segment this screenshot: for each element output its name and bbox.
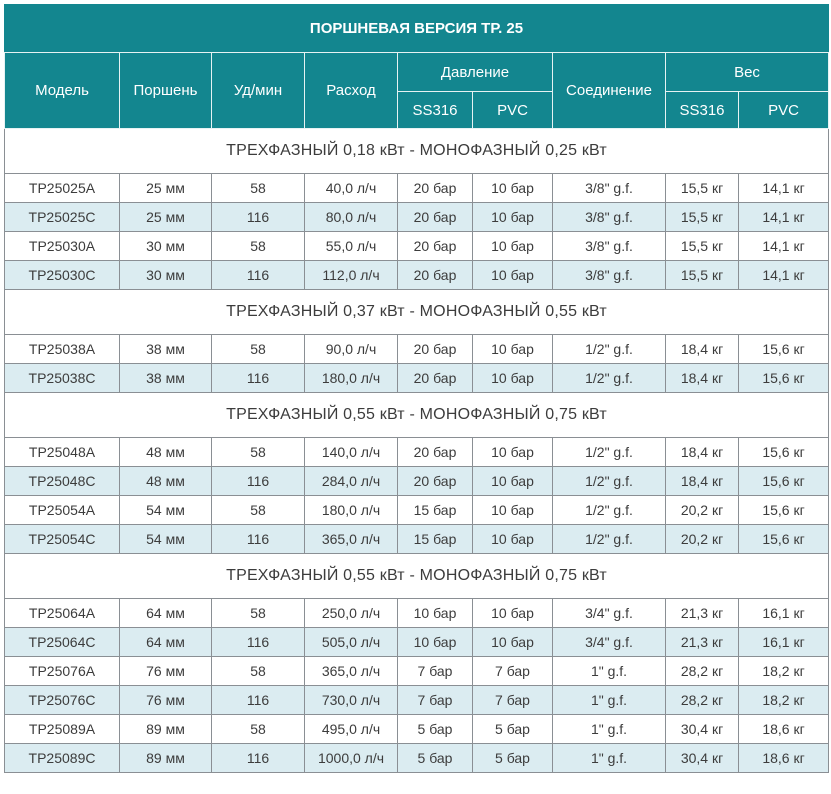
section-row [5,290,829,335]
table-row [5,438,829,467]
cell-pressure-pvc: 10 бар [473,496,553,525]
cell-piston: 76 мм [120,657,212,686]
cell-flow: 1000,0 л/ч [305,744,398,773]
cell-model: TP25054C [5,525,120,554]
cell-pressure-pvc: 10 бар [473,599,553,628]
table-title: ПОРШНЕВАЯ ВЕРСИЯ ТР. 25 [5,5,829,53]
cell-connection: 3/4" g.f. [553,628,666,657]
cell-connection: 1/2" g.f. [553,364,666,393]
cell-connection: 3/4" g.f. [553,599,666,628]
cell-weight-ss316: 28,2 кг [666,657,739,686]
cell-connection: 1" g.f. [553,657,666,686]
cell-pressure-ss316: 7 бар [398,686,473,715]
cell-pressure-pvc: 10 бар [473,335,553,364]
table-row [5,525,829,554]
col-header-weight-ss316: SS316 [666,92,739,129]
cell-strokes: 58 [212,335,305,364]
cell-weight-pvc: 14,1 кг [739,232,829,261]
table-row [5,715,829,744]
cell-model: TP25038A [5,335,120,364]
col-header-model: Модель [5,53,120,129]
cell-model: TP25025A [5,174,120,203]
cell-pressure-pvc: 5 бар [473,715,553,744]
cell-pressure-ss316: 20 бар [398,203,473,232]
cell-model: TP25048A [5,438,120,467]
cell-strokes: 116 [212,525,305,554]
section-label: ТРЕХФАЗНЫЙ 0,18 кВт - МОНОФАЗНЫЙ 0,25 кВт [5,129,829,174]
cell-pressure-ss316: 20 бар [398,467,473,496]
cell-weight-ss316: 21,3 кг [666,599,739,628]
cell-piston: 38 мм [120,335,212,364]
section-label: ТРЕХФАЗНЫЙ 0,55 кВт - МОНОФАЗНЫЙ 0,75 кВт [5,554,829,599]
cell-connection: 3/8" g.f. [553,261,666,290]
cell-pressure-ss316: 15 бар [398,525,473,554]
cell-model: TP25048C [5,467,120,496]
cell-strokes: 58 [212,599,305,628]
cell-model: TP25089C [5,744,120,773]
cell-connection: 1/2" g.f. [553,438,666,467]
cell-piston: 64 мм [120,599,212,628]
cell-weight-pvc: 14,1 кг [739,261,829,290]
cell-weight-ss316: 18,4 кг [666,467,739,496]
section-label: ТРЕХФАЗНЫЙ 0,55 кВт - МОНОФАЗНЫЙ 0,75 кВт [5,393,829,438]
cell-connection: 1/2" g.f. [553,335,666,364]
cell-weight-ss316: 20,2 кг [666,525,739,554]
table-header [5,5,829,129]
cell-flow: 140,0 л/ч [305,438,398,467]
cell-pressure-ss316: 10 бар [398,599,473,628]
cell-pressure-ss316: 15 бар [398,496,473,525]
cell-pressure-ss316: 20 бар [398,364,473,393]
table-body [5,129,829,773]
cell-pressure-pvc: 10 бар [473,174,553,203]
cell-weight-ss316: 20,2 кг [666,496,739,525]
cell-connection: 1" g.f. [553,744,666,773]
col-header-pressure: Давление [398,53,553,92]
cell-weight-ss316: 28,2 кг [666,686,739,715]
cell-piston: 48 мм [120,467,212,496]
cell-weight-pvc: 18,6 кг [739,715,829,744]
cell-strokes: 116 [212,261,305,290]
cell-piston: 25 мм [120,203,212,232]
cell-pressure-ss316: 7 бар [398,657,473,686]
cell-piston: 64 мм [120,628,212,657]
cell-weight-ss316: 30,4 кг [666,744,739,773]
cell-strokes: 58 [212,715,305,744]
cell-weight-ss316: 18,4 кг [666,364,739,393]
table-row [5,364,829,393]
cell-strokes: 58 [212,174,305,203]
table-row [5,657,829,686]
cell-weight-ss316: 18,4 кг [666,335,739,364]
cell-pressure-ss316: 20 бар [398,261,473,290]
cell-model: TP25064A [5,599,120,628]
col-header-piston: Поршень [120,53,212,129]
cell-piston: 89 мм [120,715,212,744]
cell-pressure-pvc: 7 бар [473,657,553,686]
cell-weight-ss316: 15,5 кг [666,174,739,203]
cell-weight-ss316: 18,4 кг [666,438,739,467]
cell-piston: 48 мм [120,438,212,467]
cell-piston: 76 мм [120,686,212,715]
table-row [5,203,829,232]
cell-weight-pvc: 14,1 кг [739,203,829,232]
cell-piston: 54 мм [120,525,212,554]
cell-strokes: 58 [212,657,305,686]
cell-flow: 80,0 л/ч [305,203,398,232]
cell-weight-ss316: 21,3 кг [666,628,739,657]
cell-pressure-pvc: 10 бар [473,261,553,290]
cell-connection: 1" g.f. [553,686,666,715]
col-header-connection: Соединение [553,53,666,129]
table-row [5,744,829,773]
cell-pressure-ss316: 20 бар [398,438,473,467]
cell-pressure-pvc: 7 бар [473,686,553,715]
cell-strokes: 116 [212,686,305,715]
cell-flow: 495,0 л/ч [305,715,398,744]
section-row [5,554,829,599]
cell-model: TP25030C [5,261,120,290]
cell-pressure-ss316: 5 бар [398,744,473,773]
cell-weight-pvc: 15,6 кг [739,438,829,467]
cell-weight-pvc: 15,6 кг [739,525,829,554]
cell-weight-ss316: 15,5 кг [666,261,739,290]
cell-weight-pvc: 15,6 кг [739,335,829,364]
cell-model: TP25025C [5,203,120,232]
cell-connection: 3/8" g.f. [553,232,666,261]
table-row [5,335,829,364]
cell-model: TP25038C [5,364,120,393]
cell-strokes: 116 [212,628,305,657]
cell-piston: 89 мм [120,744,212,773]
table-row [5,232,829,261]
cell-connection: 1" g.f. [553,715,666,744]
cell-pressure-pvc: 10 бар [473,232,553,261]
cell-piston: 30 мм [120,232,212,261]
cell-flow: 505,0 л/ч [305,628,398,657]
cell-pressure-pvc: 10 бар [473,203,553,232]
cell-model: TP25064C [5,628,120,657]
cell-weight-ss316: 30,4 кг [666,715,739,744]
cell-weight-pvc: 16,1 кг [739,599,829,628]
table-row [5,174,829,203]
cell-flow: 365,0 л/ч [305,525,398,554]
cell-connection: 1/2" g.f. [553,525,666,554]
cell-model: TP25089A [5,715,120,744]
cell-pressure-pvc: 10 бар [473,438,553,467]
cell-flow: 284,0 л/ч [305,467,398,496]
cell-pressure-pvc: 10 бар [473,628,553,657]
section-row [5,129,829,174]
cell-weight-pvc: 15,6 кг [739,496,829,525]
cell-connection: 3/8" g.f. [553,174,666,203]
section-label: ТРЕХФАЗНЫЙ 0,37 кВт - МОНОФАЗНЫЙ 0,55 кВт [5,290,829,335]
cell-weight-ss316: 15,5 кг [666,232,739,261]
table-row [5,496,829,525]
cell-connection: 1/2" g.f. [553,467,666,496]
cell-weight-pvc: 15,6 кг [739,364,829,393]
cell-strokes: 58 [212,438,305,467]
cell-flow: 40,0 л/ч [305,174,398,203]
cell-weight-ss316: 15,5 кг [666,203,739,232]
cell-flow: 365,0 л/ч [305,657,398,686]
col-header-weight-pvc: PVC [739,92,829,129]
cell-strokes: 58 [212,232,305,261]
cell-model: TP25076A [5,657,120,686]
col-header-pressure-ss316: SS316 [398,92,473,129]
cell-model: TP25030A [5,232,120,261]
table-row [5,686,829,715]
cell-pressure-ss316: 20 бар [398,335,473,364]
col-header-pressure-pvc: PVC [473,92,553,129]
cell-weight-pvc: 16,1 кг [739,628,829,657]
cell-flow: 730,0 л/ч [305,686,398,715]
cell-strokes: 58 [212,496,305,525]
section-row [5,393,829,438]
cell-flow: 112,0 л/ч [305,261,398,290]
cell-strokes: 116 [212,467,305,496]
cell-connection: 3/8" g.f. [553,203,666,232]
cell-strokes: 116 [212,744,305,773]
col-header-flow: Расход [305,53,398,129]
cell-pressure-ss316: 20 бар [398,174,473,203]
cell-weight-pvc: 18,2 кг [739,686,829,715]
table-row [5,467,829,496]
table-row [5,599,829,628]
cell-weight-pvc: 15,6 кг [739,467,829,496]
cell-flow: 180,0 л/ч [305,496,398,525]
cell-strokes: 116 [212,364,305,393]
cell-flow: 250,0 л/ч [305,599,398,628]
spec-table-container [4,4,828,773]
cell-weight-pvc: 18,6 кг [739,744,829,773]
cell-flow: 180,0 л/ч [305,364,398,393]
cell-pressure-pvc: 10 бар [473,364,553,393]
cell-weight-pvc: 18,2 кг [739,657,829,686]
table-row [5,628,829,657]
table-row [5,261,829,290]
cell-flow: 55,0 л/ч [305,232,398,261]
cell-strokes: 116 [212,203,305,232]
cell-pressure-pvc: 10 бар [473,525,553,554]
col-header-weight: Вес [666,53,829,92]
cell-pressure-ss316: 5 бар [398,715,473,744]
col-header-strokes: Уд/мин [212,53,305,129]
cell-flow: 90,0 л/ч [305,335,398,364]
cell-weight-pvc: 14,1 кг [739,174,829,203]
cell-pressure-pvc: 5 бар [473,744,553,773]
cell-model: TP25054A [5,496,120,525]
cell-piston: 38 мм [120,364,212,393]
cell-piston: 54 мм [120,496,212,525]
spec-table [4,4,829,773]
cell-piston: 25 мм [120,174,212,203]
cell-pressure-ss316: 20 бар [398,232,473,261]
cell-connection: 1/2" g.f. [553,496,666,525]
cell-pressure-ss316: 10 бар [398,628,473,657]
cell-piston: 30 мм [120,261,212,290]
cell-model: TP25076C [5,686,120,715]
cell-pressure-pvc: 10 бар [473,467,553,496]
